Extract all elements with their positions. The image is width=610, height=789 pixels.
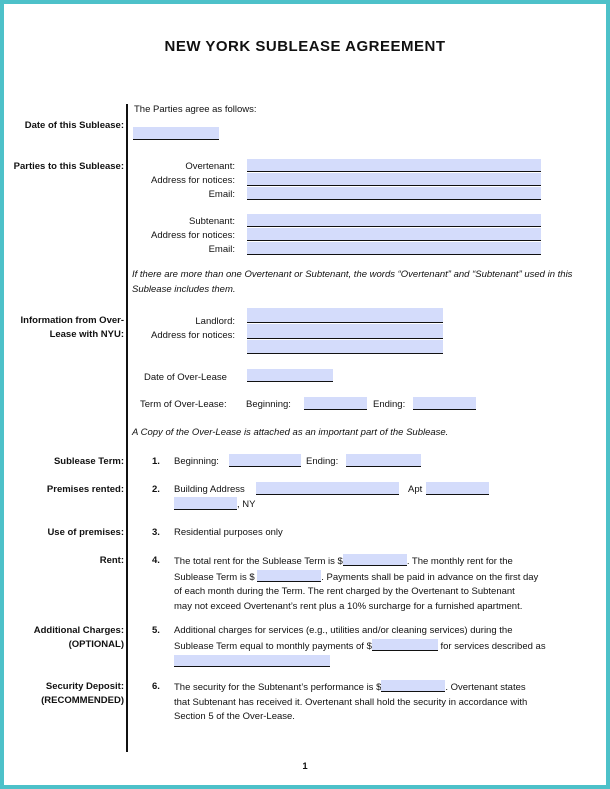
overtenant-label: Overtenant: (185, 161, 235, 172)
security-amount-field[interactable] (381, 680, 445, 692)
section-label-use: Use of premises: (47, 527, 124, 538)
deposit-text-d: Section 5 of the Over-Lease. (174, 711, 295, 722)
landlord-label: Landlord: (195, 316, 235, 327)
clause-number-6: 6. (152, 681, 160, 692)
subtenant-email-field[interactable] (247, 242, 541, 255)
ny-label: , NY (237, 499, 256, 510)
charges-text-b: Sublease Term equal to monthly payments of $ (174, 640, 372, 652)
rent-text-c: Sublease Term is $ (174, 571, 255, 583)
monthly-rent-field[interactable] (257, 570, 321, 582)
section-label-date: Date of this Sublease: (24, 120, 124, 131)
monthly-charges-field[interactable] (372, 639, 438, 651)
subtenant-email-label: Email: (208, 244, 235, 255)
document-title: NEW YORK SUBLEASE AGREEMENT (164, 38, 446, 55)
charges-text-c: for services described as (440, 640, 546, 652)
deposit-text-c: that Subtenant has received it. Overtenant shall hold the security in accordance with (174, 696, 528, 708)
city-field[interactable] (174, 497, 237, 510)
section-label-deposit: Security Deposit: (45, 681, 124, 692)
section-label-premises: Premises rented: (46, 484, 124, 495)
copy-attached-note: A Copy of the Over-Lease is attached as an important part of the Sublease. (132, 427, 449, 438)
apt-field[interactable] (426, 482, 489, 495)
section-label-term: Sublease Term: (53, 456, 124, 467)
overtenant-email-field[interactable] (247, 187, 541, 200)
date-over-lease-label: Date of Over-Lease (144, 372, 227, 383)
apt-label: Apt (408, 484, 423, 495)
deposit-text-a: The security for the Subtenant’s performance is $ (174, 682, 382, 693)
over-lease-ending-field[interactable] (413, 397, 476, 410)
use-text: Residential purposes only (174, 527, 283, 538)
clause-number-3: 3. (152, 527, 160, 538)
landlord-address-field-2[interactable] (247, 340, 443, 354)
multiple-parties-note: If there are more than one Overtenant or Subtenant, the words “Overtenant” and “Subtenant” used in this Sublease includes them. (132, 269, 573, 295)
overtenant-field[interactable] (247, 159, 541, 172)
section-label-parties: Parties to this Sublease: (13, 161, 124, 172)
rent-text-a: The total rent for the Sublease Term is $ (174, 556, 343, 567)
rent-text-f: may not exceed Overtenant’s rent plus a 10% surcharge for a furnished apartment. (174, 600, 523, 612)
intro-text: The Parties agree as follows: (134, 104, 257, 115)
deposit-clause (174, 680, 586, 725)
clause-number-2: 2. (152, 484, 160, 495)
over-lease-beginning-field[interactable] (304, 397, 367, 410)
landlord-address-label: Address for notices: (151, 330, 235, 341)
section-label-info: Information from Over-Lease with NYU: (20, 315, 124, 340)
overtenant-address-label: Address for notices: (151, 175, 235, 186)
over-lease-beginning-label: Beginning: (246, 399, 291, 410)
overtenant-address-field[interactable] (247, 173, 541, 186)
section-label-deposit-note: (RECOMMENDED) (41, 695, 124, 706)
term-over-lease-label: Term of Over-Lease: (140, 399, 227, 410)
rent-text-b: . The monthly rent for the (406, 556, 513, 567)
landlord-field[interactable] (247, 308, 443, 323)
total-rent-field[interactable] (343, 554, 407, 566)
subtenant-address-field[interactable] (247, 228, 541, 241)
section-label-charges-note: (OPTIONAL) (68, 639, 124, 650)
deposit-text-b: . Overtenant states (445, 682, 526, 693)
over-lease-ending-label: Ending: (373, 399, 406, 410)
charges-text-a: Additional charges for services (e.g., utilities and/or cleaning services) during the (174, 625, 513, 636)
clause-number-4: 4. (152, 555, 160, 566)
term-ending-field[interactable] (346, 454, 421, 467)
charges-clause (174, 624, 586, 671)
document-page (4, 4, 606, 785)
subtenant-field[interactable] (247, 214, 541, 227)
section-label-charges: Additional Charges: (33, 625, 124, 636)
rent-text-e: of each month during the Term. The rent charged by the Overtenant to Subtenant (174, 586, 515, 597)
services-description-field[interactable] (174, 655, 330, 667)
clause-number-1: 1. (152, 456, 160, 467)
subtenant-label: Subtenant: (189, 216, 235, 227)
overtenant-email-label: Email: (208, 189, 235, 200)
sublease-date-field[interactable] (133, 127, 219, 140)
rent-clause (174, 554, 586, 614)
term-beginning-field[interactable] (229, 454, 301, 467)
term-beginning-label: Beginning: (174, 456, 219, 467)
clause-number-5: 5. (152, 625, 160, 636)
rent-text-d: . Payments shall be paid in advance on the first day (321, 571, 539, 583)
subtenant-address-label: Address for notices: (151, 230, 235, 241)
building-address-field[interactable] (256, 482, 399, 495)
page-number: 1 (302, 761, 308, 772)
landlord-address-field[interactable] (247, 324, 443, 339)
section-label-rent: Rent: (99, 555, 124, 566)
date-over-lease-field[interactable] (247, 369, 333, 382)
building-address-label: Building Address (174, 484, 245, 495)
term-ending-label: Ending: (306, 456, 339, 467)
